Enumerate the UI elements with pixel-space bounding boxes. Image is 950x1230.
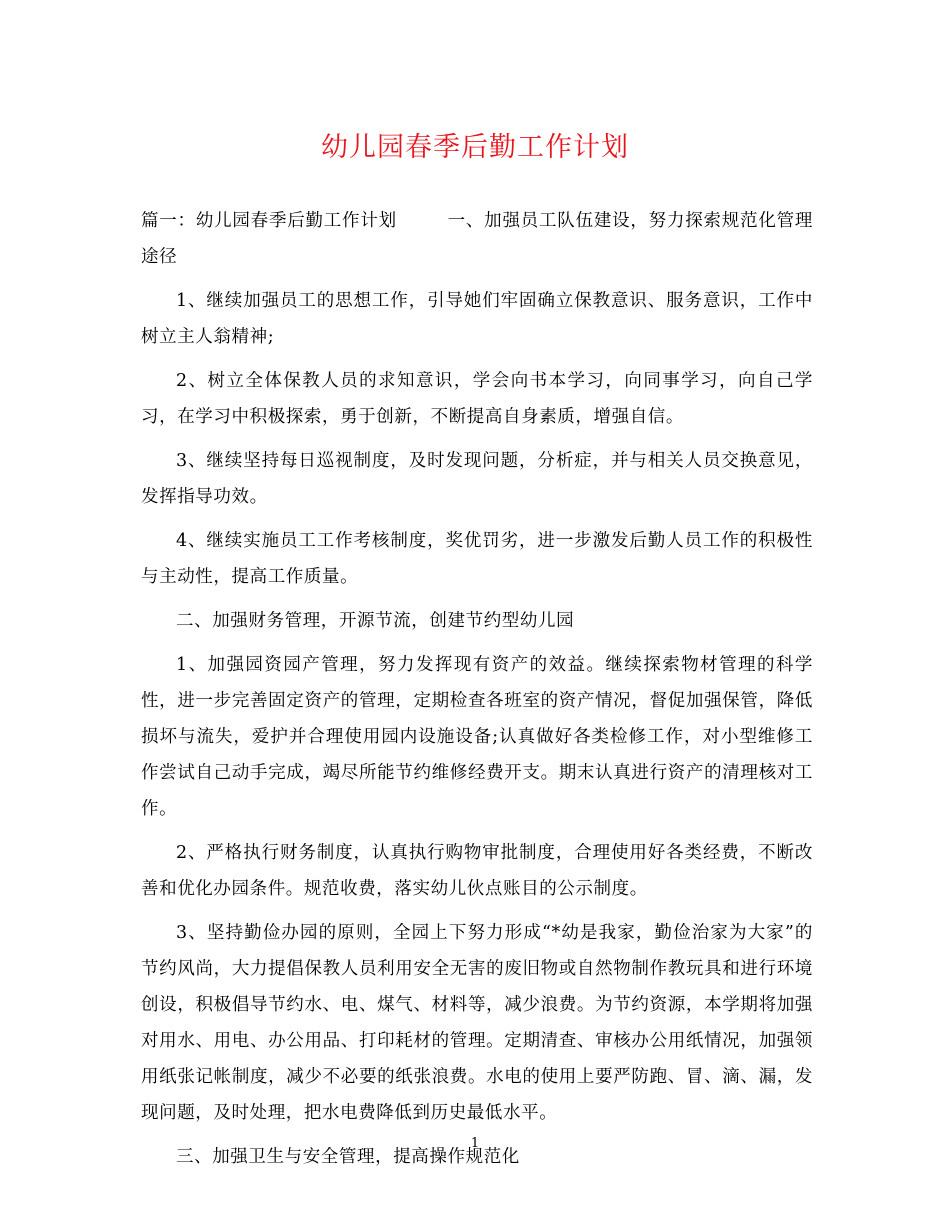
section-heading-2: 二、加强财务管理，开源节流，创建节约型幼儿园 [176,611,575,631]
section-heading-3: 三、加强卫生与安全管理，提高操作规范化 [176,1147,520,1167]
paragraph: 1、加强园资园产管理，努力发挥现有资产的效益。继续探索物材管理的科学性，进一步完善固定资产的管理，定期检查各班室的资产情况，督促加强保管，降低损坏与流失，爱护并合理使用园内设施设备;认真做好各类检修工作，对小型维修工作尝试自己动手完成，竭尽所能节约维修经费开支。期末认真进行资产的清理核对工作。 [141,655,813,819]
intro-paragraph [141,203,813,275]
paragraph: 3、坚持勤俭办园的原则，全园上下努力形成“*幼是我家，勤俭治家为大家”的节约风尚，大力提倡保教人员利用安全无害的废旧物或自然物制作教玩具和进行环境创设，积极倡导节约水、电、煤气、材料等，减少浪费。为节约资源，本学期将加强对用水、用电、办公用品、打印耗材的管理。定期清查、审核办公用纸情况，加强领用纸张记帐制度，减少不必要的纸张浪费。水电的使用上要严防跑、冒、滴、漏，发现问题，及时处理，把水电费降低到历史最低水平。 [141,923,813,1123]
intro-gap [397,211,448,231]
page-number: 1 [470,1136,480,1151]
paragraph: 1、继续加强员工的思想工作，引导她们牢固确立保教意识、服务意识，工作中树立主人翁精神; [141,291,813,347]
section-heading-1: 一、加强员工队伍建设，努力探索规范化管理途径 [141,211,813,267]
paragraph: 2、树立全体保教人员的求知意识，学会向书本学习，向同事学习，向自己学习，在学习中积极探索，勇于创新，不断提高自身素质，增强自信。 [141,371,813,427]
paragraph: 3、继续坚持每日巡视制度，及时发现问题，分析症，并与相关人员交换意见，发挥指导功效。 [141,451,813,507]
document-body [141,203,813,1183]
paragraph: 4、继续实施员工工作考核制度，奖优罚劣，进一步激发后勤人员工作的积极性与主动性，提高工作质量。 [141,531,813,587]
document-title: 幼儿园春季后勤工作计划 [321,132,629,163]
paragraph: 2、严格执行财务制度，认真执行购物审批制度，合理使用好各类经费，不断改善和优化办园条件。规范收费，落实幼儿伙点账目的公示制度。 [141,843,813,899]
intro-label: 篇一：幼儿园春季后勤工作计划 [141,211,397,231]
